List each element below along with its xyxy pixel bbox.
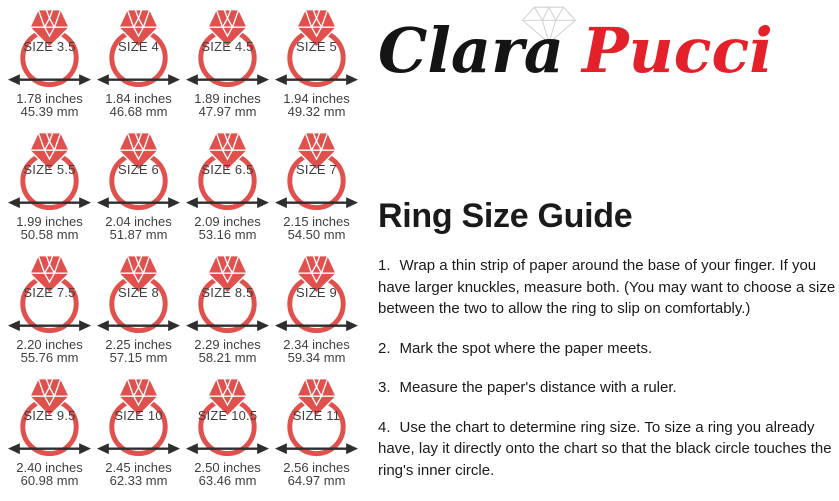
ring-size-label: SIZE 11 xyxy=(292,408,341,423)
ring-size-label: SIZE 9 xyxy=(296,285,337,300)
instruction-item xyxy=(378,377,838,399)
ring-size-cell xyxy=(5,253,94,364)
ring-mm: 47.97 mm xyxy=(198,103,257,119)
ring-mm: 62.33 mm xyxy=(109,472,168,488)
ring-mm: 46.68 mm xyxy=(109,103,168,119)
ring-size-label: SIZE 10.5 xyxy=(197,408,258,423)
ring-dimensions xyxy=(283,216,350,241)
ring-size-label: SIZE 4.5 xyxy=(201,39,254,54)
ring-inches: 2.50 inches xyxy=(194,460,261,475)
ring-figure xyxy=(272,376,361,456)
ring-figure xyxy=(5,376,94,456)
ring-size-cell xyxy=(183,376,272,487)
ring-figure xyxy=(183,376,272,456)
instruction-number: 1. xyxy=(378,257,391,274)
ring-size-cell xyxy=(272,7,361,118)
ring-mm: 50.58 mm xyxy=(20,226,79,242)
ring-mm: 51.87 mm xyxy=(109,226,168,242)
ring-inches: 1.84 inches xyxy=(105,91,172,106)
ring-dimensions xyxy=(16,216,83,241)
ring-size-cell xyxy=(183,253,272,364)
ring-size-cell xyxy=(94,130,183,241)
ring-figure xyxy=(94,376,183,456)
ring-figure xyxy=(5,253,94,333)
instructions-list xyxy=(378,255,838,481)
ring-dimensions xyxy=(105,216,172,241)
ring-size-label: SIZE 6.5 xyxy=(201,162,254,177)
ring-size-label: SIZE 5.5 xyxy=(23,162,76,177)
brand-name-second: Pucci xyxy=(582,14,773,87)
ring-size-label: SIZE 5 xyxy=(296,39,337,54)
ring-dimensions xyxy=(105,339,172,364)
ring-inches: 2.25 inches xyxy=(105,337,172,352)
ring-inches: 1.94 inches xyxy=(283,91,350,106)
instruction-item xyxy=(378,255,838,320)
ring-mm: 64.97 mm xyxy=(287,472,346,488)
ring-size-label: SIZE 4 xyxy=(118,39,159,54)
guide-panel xyxy=(376,0,838,499)
ring-inches: 2.29 inches xyxy=(194,337,261,352)
ring-size-label: SIZE 7 xyxy=(296,162,337,177)
ring-size-label: SIZE 10 xyxy=(114,408,163,423)
ring-dimensions xyxy=(283,93,350,118)
brand-name-first: Clara xyxy=(378,14,564,87)
instruction-number: 2. xyxy=(378,339,391,357)
ring-mm: 57.15 mm xyxy=(109,349,168,365)
instruction-text: Use the chart to determine ring size. To size a ring you already have, lay it directly onto the chart so that the black circle touches the ring's inner circle. xyxy=(378,418,832,479)
ring-size-label: SIZE 8.5 xyxy=(201,285,254,300)
ring-figure xyxy=(94,253,183,333)
ring-dimensions xyxy=(283,462,350,487)
ring-mm: 55.76 mm xyxy=(20,349,79,365)
ring-dimensions xyxy=(194,462,261,487)
ring-size-cell xyxy=(272,253,361,364)
ring-mm: 58.21 mm xyxy=(198,349,257,365)
ring-figure xyxy=(5,130,94,210)
instruction-item xyxy=(378,417,838,482)
instruction-text: Measure the paper's distance with a ruler. xyxy=(399,379,677,396)
ring-figure xyxy=(183,130,272,210)
ring-inches: 2.56 inches xyxy=(283,460,350,475)
ring-inches: 2.09 inches xyxy=(194,214,261,229)
ring-dimensions xyxy=(194,216,261,241)
ring-inches: 2.40 inches xyxy=(16,460,83,475)
ring-dimensions xyxy=(16,339,83,364)
ring-inches: 1.99 inches xyxy=(16,214,83,229)
ring-size-cell xyxy=(272,376,361,487)
ring-size-grid xyxy=(5,7,361,487)
ring-size-cell xyxy=(94,376,183,487)
ring-size-label: SIZE 6 xyxy=(118,162,159,177)
ring-inches: 2.04 inches xyxy=(105,214,172,229)
ring-inches: 2.15 inches xyxy=(283,214,350,229)
ring-size-cell xyxy=(272,130,361,241)
instruction-item xyxy=(378,338,838,360)
ring-mm: 60.98 mm xyxy=(20,472,79,488)
ring-mm: 63.46 mm xyxy=(198,472,257,488)
ring-figure xyxy=(183,7,272,87)
ring-inches: 2.34 inches xyxy=(283,337,350,352)
ring-figure xyxy=(272,7,361,87)
ring-dimensions xyxy=(283,339,350,364)
ring-size-cell xyxy=(5,130,94,241)
ring-size-label: SIZE 3.5 xyxy=(23,39,76,54)
ring-dimensions xyxy=(105,462,172,487)
ring-mm: 54.50 mm xyxy=(287,226,346,242)
page-title: Ring Size Guide xyxy=(378,197,633,235)
brand-logo xyxy=(376,0,838,105)
ring-dimensions xyxy=(16,462,83,487)
ring-inches: 1.89 inches xyxy=(194,91,261,106)
ring-size-label: SIZE 9.5 xyxy=(23,408,76,423)
instruction-text: Mark the spot where the paper meets. xyxy=(399,339,653,357)
ring-dimensions xyxy=(16,93,83,118)
ring-figure xyxy=(94,7,183,87)
ring-dimensions xyxy=(194,339,261,364)
ring-mm: 59.34 mm xyxy=(287,349,346,365)
ring-size-label: SIZE 8 xyxy=(118,285,159,300)
ring-size-cell xyxy=(5,376,94,487)
ring-inches: 2.45 inches xyxy=(105,460,172,475)
ring-size-cell xyxy=(183,130,272,241)
ring-dimensions xyxy=(194,93,261,118)
ring-dimensions xyxy=(105,93,172,118)
ring-size-cell xyxy=(183,7,272,118)
ring-figure xyxy=(272,130,361,210)
ring-figure xyxy=(272,253,361,333)
ring-inches: 2.20 inches xyxy=(16,337,83,352)
instruction-number: 4. xyxy=(378,418,391,436)
ring-inches: 1.78 inches xyxy=(16,91,83,106)
ring-mm: 53.16 mm xyxy=(198,226,257,242)
ring-size-cell xyxy=(94,253,183,364)
ring-figure xyxy=(94,130,183,210)
ring-figure xyxy=(5,7,94,87)
ring-size-cell xyxy=(94,7,183,118)
instruction-text: Wrap a thin strip of paper around the base of your finger. If you have larger knuckles, measure both. (You may want to choose a size between the two to allow the ring to slip on comfortably.) xyxy=(378,257,836,317)
ring-mm: 49.32 mm xyxy=(287,103,346,119)
instruction-number: 3. xyxy=(378,379,391,396)
ring-figure xyxy=(183,253,272,333)
ring-size-label: SIZE 7.5 xyxy=(23,285,76,300)
ring-mm: 45.39 mm xyxy=(20,103,79,119)
ring-size-cell xyxy=(5,7,94,118)
